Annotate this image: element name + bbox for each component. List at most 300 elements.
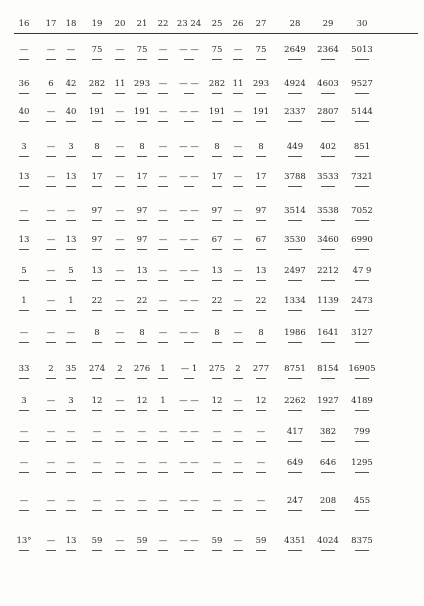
table-cell: —: [46, 142, 56, 152]
table-row: [0, 264, 424, 280]
cell-underline: [233, 441, 243, 442]
cell-underline: [66, 378, 76, 379]
cell-underline: [184, 441, 194, 442]
cell-underline: [92, 93, 102, 94]
table-cell: 8: [258, 142, 264, 152]
table-cell: 3533: [317, 172, 339, 182]
cell-underline: [115, 249, 125, 250]
table-cell: — —: [179, 107, 199, 117]
table-cell: 851: [353, 142, 371, 152]
table-cell: 3538: [317, 206, 339, 216]
table-cell: 13: [136, 266, 148, 276]
table-cell: 13°: [16, 536, 32, 546]
cell-underline: [256, 220, 266, 221]
cell-underline: [233, 510, 243, 511]
cell-underline: [233, 220, 243, 221]
cell-underline: [115, 156, 125, 157]
cell-underline: [321, 378, 335, 379]
table-cell: 2262: [284, 396, 306, 406]
cell-underline: [321, 550, 335, 551]
table-cell: 1986: [284, 328, 306, 338]
table-cell: —: [233, 296, 243, 306]
cell-underline: [288, 310, 302, 311]
cell-underline: [233, 59, 243, 60]
cell-underline: [92, 121, 102, 122]
cell-underline: [184, 186, 194, 187]
table-cell: 13: [65, 536, 77, 546]
table-cell: —: [115, 107, 125, 117]
table-cell: —: [19, 427, 29, 437]
table-cell: 8: [214, 328, 220, 338]
cell-underline: [137, 378, 147, 379]
cell-underline: [46, 156, 56, 157]
column-header: 28: [289, 19, 301, 29]
table-cell: —: [256, 496, 266, 506]
table-row: [0, 362, 424, 378]
cell-underline: [158, 186, 168, 187]
cell-underline: [256, 249, 266, 250]
table-cell: 97: [136, 206, 148, 216]
cell-underline: [66, 310, 76, 311]
cell-underline: [212, 378, 222, 379]
table-cell: — —: [179, 45, 199, 55]
table-cell: 22: [211, 296, 223, 306]
cell-underline: [212, 550, 222, 551]
cell-underline: [256, 550, 266, 551]
cell-underline: [288, 93, 302, 94]
cell-underline: [46, 59, 56, 60]
table-cell: 2: [48, 364, 54, 374]
table-row: [0, 170, 424, 186]
cell-underline: [233, 93, 243, 94]
table-cell: 97: [136, 235, 148, 245]
table-cell: —: [46, 172, 56, 182]
table-row: [0, 105, 424, 121]
table-cell: —: [46, 206, 56, 216]
cell-underline: [321, 186, 335, 187]
cell-underline: [288, 342, 302, 343]
table-cell: 13: [65, 172, 77, 182]
cell-underline: [46, 378, 56, 379]
table-cell: 276: [133, 364, 151, 374]
table-cell: —: [158, 235, 168, 245]
table-cell: 3788: [284, 172, 306, 182]
table-cell: —: [212, 496, 222, 506]
cell-underline: [233, 121, 243, 122]
table-cell: —: [115, 142, 125, 152]
table-cell: 417: [286, 427, 304, 437]
cell-underline: [288, 550, 302, 551]
cell-underline: [92, 510, 102, 511]
table-cell: 16905: [348, 364, 376, 374]
table-cell: —: [46, 328, 56, 338]
table-cell: 5: [68, 266, 74, 276]
cell-underline: [321, 156, 335, 157]
table-cell: —: [115, 427, 125, 437]
table-cell: — —: [179, 142, 199, 152]
cell-underline: [288, 121, 302, 122]
cell-underline: [321, 410, 335, 411]
table-cell: —: [115, 496, 125, 506]
column-header: 22: [157, 19, 169, 29]
table-cell: —: [233, 328, 243, 338]
cell-underline: [355, 378, 369, 379]
table-cell: —: [233, 266, 243, 276]
cell-underline: [256, 410, 266, 411]
cell-underline: [66, 156, 76, 157]
cell-underline: [355, 310, 369, 311]
table-cell: —: [233, 458, 243, 468]
table-cell: 8375: [351, 536, 373, 546]
table-row: [0, 456, 424, 472]
column-header: 16: [18, 19, 30, 29]
table-cell: 17: [211, 172, 223, 182]
table-cell: 8: [94, 142, 100, 152]
table-cell: —: [158, 142, 168, 152]
table-cell: 9527: [351, 79, 373, 89]
cell-underline: [184, 378, 194, 379]
table-cell: 2649: [284, 45, 306, 55]
table-cell: 2364: [317, 45, 339, 55]
table-cell: —: [66, 496, 76, 506]
column-header: 18: [65, 19, 77, 29]
table-cell: 42: [65, 79, 77, 89]
table-cell: —: [46, 296, 56, 306]
cell-underline: [19, 410, 29, 411]
cell-underline: [92, 280, 102, 281]
table-cell: 75: [136, 45, 148, 55]
table-cell: — —: [179, 458, 199, 468]
cell-underline: [321, 249, 335, 250]
cell-underline: [92, 220, 102, 221]
table-cell: 8751: [284, 364, 306, 374]
cell-underline: [19, 93, 29, 94]
table-cell: 4189: [351, 396, 373, 406]
table-row: [0, 43, 424, 59]
cell-underline: [256, 186, 266, 187]
cell-underline: [321, 220, 335, 221]
cell-underline: [212, 156, 222, 157]
table-cell: 191: [133, 107, 151, 117]
table-cell: 7052: [351, 206, 373, 216]
cell-underline: [288, 410, 302, 411]
cell-underline: [184, 310, 194, 311]
table-cell: 191: [88, 107, 106, 117]
table-cell: 4024: [317, 536, 339, 546]
cell-underline: [233, 249, 243, 250]
column-header: 27: [255, 19, 267, 29]
cell-underline: [46, 410, 56, 411]
column-header: 23 24: [176, 19, 202, 29]
cell-underline: [233, 550, 243, 551]
table-cell: —: [66, 45, 76, 55]
cell-underline: [137, 249, 147, 250]
cell-underline: [19, 310, 29, 311]
cell-underline: [92, 550, 102, 551]
table-cell: —: [137, 496, 147, 506]
cell-underline: [212, 410, 222, 411]
cell-underline: [137, 410, 147, 411]
cell-underline: [92, 156, 102, 157]
cell-underline: [212, 93, 222, 94]
table-cell: — —: [179, 536, 199, 546]
cell-underline: [355, 342, 369, 343]
table-cell: —: [158, 45, 168, 55]
table-cell: 1139: [317, 296, 339, 306]
table-cell: 649: [286, 458, 304, 468]
table-cell: 2807: [317, 107, 339, 117]
cell-underline: [321, 472, 335, 473]
table-cell: 97: [91, 235, 103, 245]
table-cell: 3514: [284, 206, 306, 216]
table-cell: —: [233, 536, 243, 546]
cell-underline: [66, 249, 76, 250]
table-cell: —: [212, 458, 222, 468]
table-cell: 97: [211, 206, 223, 216]
table-cell: 3: [68, 396, 74, 406]
cell-underline: [288, 378, 302, 379]
cell-underline: [321, 510, 335, 511]
cell-underline: [66, 342, 76, 343]
cell-underline: [66, 441, 76, 442]
table-cell: —: [158, 427, 168, 437]
table-cell: 3: [21, 396, 27, 406]
cell-underline: [115, 410, 125, 411]
table-cell: 799: [353, 427, 371, 437]
cell-underline: [288, 441, 302, 442]
table-cell: —: [19, 458, 29, 468]
cell-underline: [19, 378, 29, 379]
table-cell: —: [158, 328, 168, 338]
table-cell: —: [233, 206, 243, 216]
table-cell: —: [19, 496, 29, 506]
table-cell: 5144: [351, 107, 373, 117]
table-cell: —: [46, 266, 56, 276]
cell-underline: [19, 186, 29, 187]
table-cell: — —: [179, 396, 199, 406]
cell-underline: [355, 220, 369, 221]
cell-underline: [115, 220, 125, 221]
table-cell: —: [66, 328, 76, 338]
table-cell: 75: [255, 45, 267, 55]
cell-underline: [115, 310, 125, 311]
table-cell: 293: [252, 79, 270, 89]
cell-underline: [92, 342, 102, 343]
cell-underline: [137, 310, 147, 311]
table-cell: 8: [139, 328, 145, 338]
table-row: [0, 394, 424, 410]
cell-underline: [321, 310, 335, 311]
cell-underline: [212, 342, 222, 343]
table-row: [0, 425, 424, 441]
table-cell: —: [158, 296, 168, 306]
table-cell: 22: [255, 296, 267, 306]
cell-underline: [256, 121, 266, 122]
cell-underline: [321, 93, 335, 94]
cell-underline: [256, 378, 266, 379]
cell-underline: [212, 220, 222, 221]
table-cell: 3: [21, 142, 27, 152]
cell-underline: [184, 410, 194, 411]
cell-underline: [46, 220, 56, 221]
column-header: 26: [232, 19, 244, 29]
table-cell: —: [158, 107, 168, 117]
cell-underline: [137, 510, 147, 511]
table-cell: 75: [91, 45, 103, 55]
table-cell: 4924: [284, 79, 306, 89]
cell-underline: [355, 59, 369, 60]
cell-underline: [355, 121, 369, 122]
table-cell: 1927: [317, 396, 339, 406]
table-cell: 282: [88, 79, 106, 89]
cell-underline: [46, 472, 56, 473]
table-cell: —: [46, 458, 56, 468]
cell-underline: [19, 342, 29, 343]
table-cell: 1: [21, 296, 27, 306]
cell-underline: [137, 121, 147, 122]
table-cell: 97: [91, 206, 103, 216]
cell-underline: [212, 472, 222, 473]
cell-underline: [184, 156, 194, 157]
cell-underline: [321, 280, 335, 281]
table-cell: 13: [18, 235, 30, 245]
cell-underline: [158, 280, 168, 281]
table-cell: 208: [319, 496, 337, 506]
table-cell: 449: [286, 142, 304, 152]
cell-underline: [158, 510, 168, 511]
table-cell: — —: [179, 496, 199, 506]
table-row: [0, 140, 424, 156]
table-cell: 13: [255, 266, 267, 276]
table-cell: 1: [68, 296, 74, 306]
table-cell: —: [115, 396, 125, 406]
table-cell: —: [158, 496, 168, 506]
table-cell: —: [233, 45, 243, 55]
table-cell: — —: [179, 79, 199, 89]
table-cell: —: [158, 458, 168, 468]
table-cell: 2497: [284, 266, 306, 276]
table-cell: 13: [211, 266, 223, 276]
table-cell: — 1: [180, 364, 198, 374]
table-cell: 59: [211, 536, 223, 546]
cell-underline: [137, 93, 147, 94]
table-cell: 97: [255, 206, 267, 216]
cell-underline: [355, 186, 369, 187]
cell-underline: [19, 156, 29, 157]
cell-underline: [137, 59, 147, 60]
cell-underline: [256, 510, 266, 511]
table-cell: —: [46, 396, 56, 406]
cell-underline: [212, 121, 222, 122]
table-cell: —: [158, 536, 168, 546]
cell-underline: [66, 220, 76, 221]
cell-underline: [355, 410, 369, 411]
table-cell: —: [137, 427, 147, 437]
cell-underline: [355, 550, 369, 551]
table-cell: 3460: [317, 235, 339, 245]
table-cell: 13: [18, 172, 30, 182]
table-cell: —: [233, 172, 243, 182]
cell-underline: [46, 121, 56, 122]
cell-underline: [184, 472, 194, 473]
table-cell: 59: [91, 536, 103, 546]
table-cell: —: [66, 206, 76, 216]
cell-underline: [158, 249, 168, 250]
cell-underline: [355, 93, 369, 94]
table-cell: —: [212, 427, 222, 437]
table-cell: 13: [91, 266, 103, 276]
cell-underline: [158, 342, 168, 343]
cell-underline: [355, 441, 369, 442]
cell-underline: [355, 510, 369, 511]
cell-underline: [66, 550, 76, 551]
cell-underline: [321, 59, 335, 60]
cell-underline: [115, 280, 125, 281]
table-cell: —: [233, 496, 243, 506]
cell-underline: [92, 59, 102, 60]
table-cell: —: [115, 536, 125, 546]
cell-underline: [115, 186, 125, 187]
table-cell: 1641: [317, 328, 339, 338]
cell-underline: [256, 441, 266, 442]
cell-underline: [184, 249, 194, 250]
table-cell: 455: [353, 496, 371, 506]
table-cell: 11: [114, 79, 126, 89]
cell-underline: [46, 510, 56, 511]
table-cell: 2: [117, 364, 123, 374]
table-cell: —: [233, 142, 243, 152]
table-cell: 35: [65, 364, 77, 374]
table-cell: 3530: [284, 235, 306, 245]
table-cell: —: [115, 45, 125, 55]
table-cell: 12: [211, 396, 223, 406]
table-cell: 2: [235, 364, 241, 374]
table-cell: 59: [255, 536, 267, 546]
table-cell: 13: [65, 235, 77, 245]
table-cell: — —: [179, 328, 199, 338]
cell-underline: [66, 510, 76, 511]
cell-underline: [115, 378, 125, 379]
table-cell: 1295: [351, 458, 373, 468]
cell-underline: [158, 410, 168, 411]
cell-underline: [288, 280, 302, 281]
table-cell: —: [92, 427, 102, 437]
column-header: 29: [322, 19, 334, 29]
cell-underline: [46, 342, 56, 343]
cell-underline: [115, 59, 125, 60]
cell-underline: [233, 342, 243, 343]
cell-underline: [92, 441, 102, 442]
table-cell: 12: [136, 396, 148, 406]
table-cell: —: [46, 496, 56, 506]
cell-underline: [158, 310, 168, 311]
table-cell: —: [115, 266, 125, 276]
cell-underline: [355, 156, 369, 157]
table-cell: 47 9: [352, 266, 372, 276]
cell-underline: [19, 121, 29, 122]
cell-underline: [158, 550, 168, 551]
cell-underline: [46, 441, 56, 442]
column-header: 30: [356, 19, 368, 29]
table-cell: 247: [286, 496, 304, 506]
cell-underline: [184, 59, 194, 60]
cell-underline: [212, 280, 222, 281]
table-cell: —: [115, 458, 125, 468]
table-row: [0, 494, 424, 510]
cell-underline: [19, 550, 29, 551]
cell-underline: [115, 510, 125, 511]
table-cell: —: [256, 427, 266, 437]
